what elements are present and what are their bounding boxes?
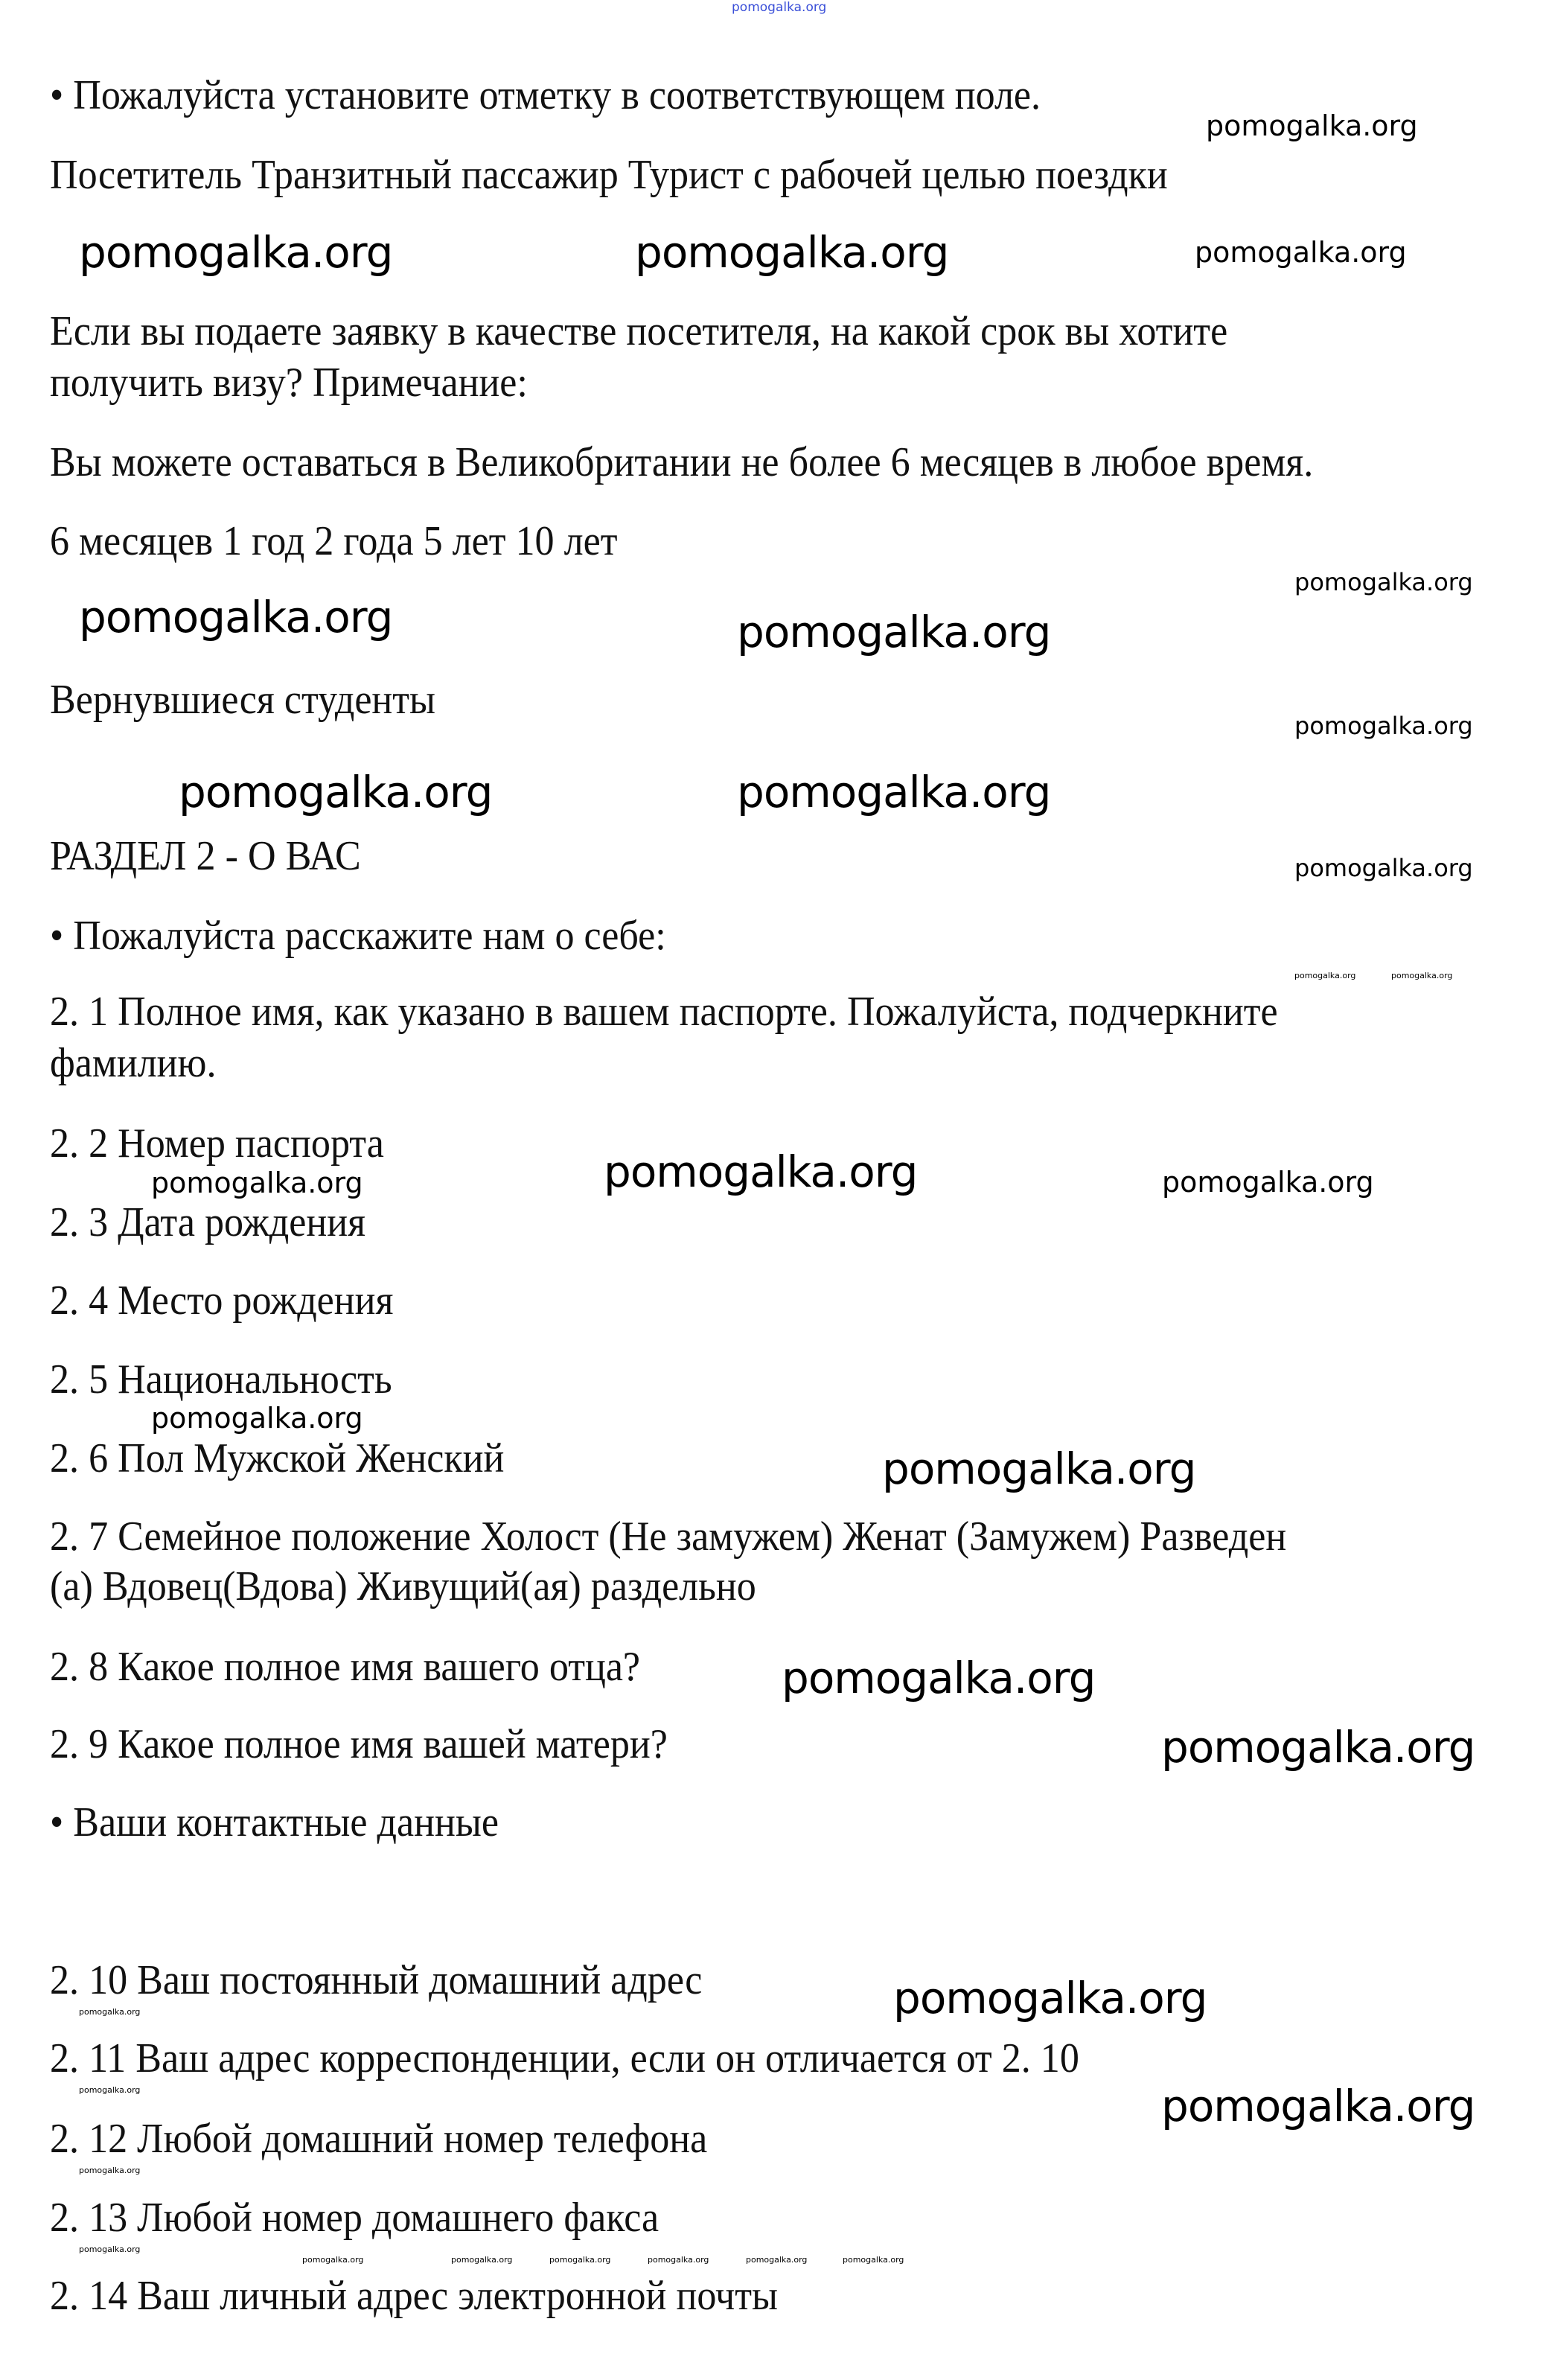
watermark: pomogalka.org (79, 227, 393, 278)
watermark: pomogalka.org (782, 1653, 1096, 1703)
watermark: pomogalka.org (635, 227, 949, 278)
field-2-1: 2. 1 Полное имя, как указано в вашем паспорте. Пожалуйста, подчеркните (50, 989, 1278, 1035)
watermark: pomogalka.org (1294, 568, 1473, 596)
watermark: pomogalka.org (79, 2245, 141, 2254)
watermark: pomogalka.org (151, 1167, 363, 1199)
field-2-5: 2. 5 Национальность (50, 1356, 392, 1403)
watermark: pomogalka.org (737, 767, 1051, 817)
field-2-1-cont: фамилию. (50, 1040, 217, 1086)
watermark: pomogalka.org (1162, 1166, 1374, 1199)
watermark: pomogalka.org (1161, 1722, 1475, 1773)
field-2-9: 2. 9 Какое полное имя вашей матери? (50, 1721, 668, 1767)
returning-students: Вернувшиеся студенты (50, 677, 436, 723)
field-2-8: 2. 8 Какое полное имя вашего отца? (50, 1644, 641, 1690)
watermark: pomogalka.org (893, 1973, 1207, 2023)
watermark: pomogalka.org (1161, 2081, 1475, 2131)
watermark: pomogalka.org (737, 607, 1051, 657)
watermark-top: pomogalka.org (732, 0, 827, 15)
field-2-13: 2. 13 Любой номер домашнего факса (50, 2195, 659, 2241)
contact-details-heading: • Ваши контактные данные (50, 1799, 499, 1845)
watermark: pomogalka.org (1294, 971, 1356, 980)
watermark: pomogalka.org (746, 2255, 808, 2265)
field-2-11: 2. 11 Ваш адрес корреспонденции, если он отличается от 2. 10 (50, 2035, 1079, 2081)
field-2-7: 2. 7 Семейное положение Холост (Не замужем) Женат (Замужем) Разведен (50, 1513, 1287, 1560)
watermark: pomogalka.org (648, 2255, 709, 2265)
watermark: pomogalka.org (179, 767, 493, 817)
instruction-mark-field: • Пожалуйста установите отметку в соответствующем поле. (50, 72, 1041, 118)
field-2-2: 2. 2 Номер паспорта (50, 1120, 384, 1167)
watermark: pomogalka.org (604, 1146, 918, 1197)
duration-options: 6 месяцев 1 год 2 года 5 лет 10 лет (50, 518, 618, 564)
field-2-6: 2. 6 Пол Мужской Женский (50, 1435, 505, 1481)
field-2-3: 2. 3 Дата рождения (50, 1199, 366, 1245)
watermark: pomogalka.org (549, 2255, 611, 2265)
field-2-4: 2. 4 Место рождения (50, 1277, 394, 1324)
visa-duration-question: Если вы подаете заявку в качестве посетителя, на какой срок вы хотите (50, 308, 1228, 354)
visa-duration-question-cont: получить визу? Примечание: (50, 360, 528, 406)
field-2-14: 2. 14 Ваш личный адрес электронной почты (50, 2273, 778, 2319)
watermark: pomogalka.org (151, 1402, 363, 1435)
field-2-12: 2. 12 Любой домашний номер телефона (50, 2116, 708, 2162)
stay-note: Вы можете оставаться в Великобритании не более 6 месяцев в любое время. (50, 439, 1314, 485)
watermark: pomogalka.org (1206, 109, 1418, 142)
watermark: pomogalka.org (882, 1443, 1196, 1494)
watermark: pomogalka.org (1195, 236, 1407, 269)
watermark: pomogalka.org (843, 2255, 904, 2265)
watermark: pomogalka.org (451, 2255, 513, 2265)
watermark: pomogalka.org (302, 2255, 364, 2265)
field-2-10: 2. 10 Ваш постоянный домашний адрес (50, 1957, 703, 2003)
watermark: pomogalka.org (79, 2007, 141, 2017)
watermark: pomogalka.org (1294, 712, 1473, 740)
about-you-instruction: • Пожалуйста расскажите нам о себе: (50, 913, 666, 959)
watermark: pomogalka.org (1391, 971, 1453, 980)
watermark: pomogalka.org (79, 2166, 141, 2175)
field-2-7-cont: (а) Вдовец(Вдова) Живущий(ая) раздельно (50, 1563, 756, 1609)
section-2-heading: РАЗДЕЛ 2 - О ВАС (50, 833, 361, 879)
visitor-type-options: Посетитель Транзитный пассажир Турист с рабочей целью поездки (50, 152, 1168, 198)
watermark: pomogalka.org (79, 2085, 141, 2095)
watermark: pomogalka.org (1294, 854, 1473, 882)
watermark: pomogalka.org (79, 592, 393, 642)
